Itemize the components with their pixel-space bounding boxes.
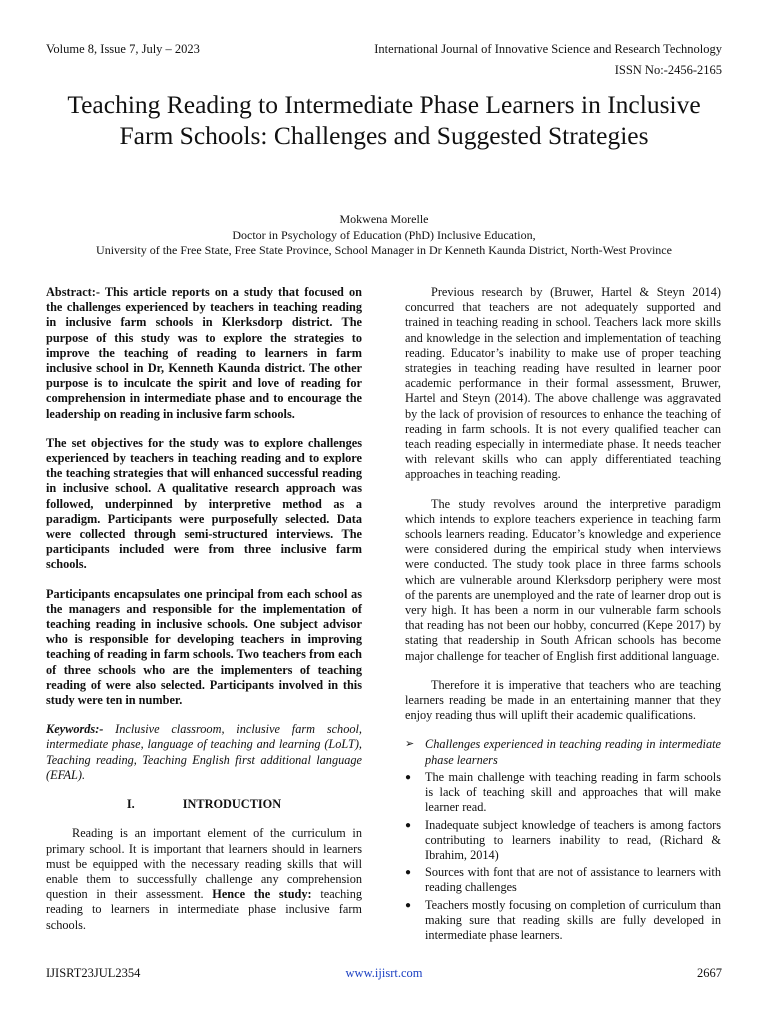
bullet-icon: ● [405,867,412,879]
article-id: IJISRT23JUL2354 [46,966,141,980]
bullet-icon: ● [405,819,412,831]
author-block [30,212,738,259]
abstract-paragraph: The set objectives for the study was to explore challenges experienced by teachers in teaching reading and to explore the teaching strategies that will enhanced successful reading in inclusive school. A qualitative research approach was followed, underpinned by interpretive method as a paradigm. Participants were purposefully selected. Data were collected through semi-structured interviews. The participants included were from three inclusive farm schools. [46,435,362,572]
keywords [46,722,362,783]
left-column [46,285,362,947]
right-column [405,285,721,945]
journal-url-link[interactable]: www.ijisrt.com [345,966,423,980]
body-paragraph: The study revolves around the interpretive paradigm which intends to explore teachers experience in teaching farm schools learners reading. Educator’s knowledge and experience were considered during the empirical study when interviews were conducted. The study took place in three farms schools which are vulnerable around Klerksdorp periphery were most of the parents are unemployed and the rate of learner drop out is very high. It has been a norm in our vulnerable farm schools that reading has not been our hobby, concurred (Kepe 2017) by stating that readership in South African schools has become major challenge for teacher of English first additional language. [405,496,721,663]
challenges-heading [405,737,721,767]
list-item [405,898,721,944]
list-item [405,865,721,895]
intro-end: teaching reading to learners in intermediate phase inclusive farm schools. [46,887,363,932]
list-item [405,818,721,864]
issn: ISSN No:-2456-2165 [614,63,722,77]
intro-paragraph [46,826,362,932]
arrow-bullet-icon: ➢ [405,738,415,751]
section-number: I. [126,797,135,812]
challenges-list [405,770,721,943]
bullet-icon: ● [405,771,412,783]
paper-title: Teaching Reading to Intermediate Phase Learners in Inclusive Farm Schools: Challenges and Suggested Strategies [67,90,701,150]
list-item-text: The main challenge with teaching reading in farm schools is lack of teaching skill and approaches that will make learner read. [425,769,721,815]
intro-text: Reading is an important element of the curriculum in primary school. It is important that learners should in learners must be equipped with the necessary reading skills that will enable them to successfully challenge any comprehension question in their assessment. [46,826,362,902]
keywords-label: Keywords:- [46,722,104,737]
author-affiliation: University of the Free State, Free State Province, School Manager in Dr Kenneth Kaunda District, North-West Province [96,243,672,257]
list-item [405,770,721,816]
author-degree: Doctor in Psychology of Education (PhD) Inclusive Education, [232,227,536,242]
author-name: Mokwena Morelle [339,212,429,226]
section-title: INTRODUCTION [182,797,282,812]
challenges-heading-text: Challenges experienced in teaching reading in intermediate phase learners [425,737,721,767]
list-item-text: Teachers mostly focusing on completion of curriculum than making sure that reading skills are fully developed in intermediate phase learners. [425,897,721,942]
bullet-icon: ● [405,899,412,911]
list-item-text: Inadequate subject knowledge of teachers is among factors contributing to learners inability to read, (Richard & Ibrahim, 2014) [425,817,721,862]
volume-info: Volume 8, Issue 7, July – 2023 [46,42,200,56]
section-heading [46,797,362,812]
body-paragraph: Therefore it is imperative that teachers who are teaching learners reading be made in an entertaining manner that they enjoy reading thus will uplift their academic qualifications. [405,677,721,723]
journal-name: International Journal of Innovative Science and Research Technology [374,42,722,56]
keywords-text: Inclusive classroom, inclusive farm school, intermediate phase, language of teaching and learning (LoLT), Teaching reading, Teaching English first additional language (EFAL). [46,722,362,782]
abstract-paragraph: Abstract:- This article reports on a study that focused on the challenges experienced by teachers in teaching reading in inclusive farm schools in Klerksdorp district. The purpose of this study was to explore the strategies to improve the teaching of reading to learners in farm inclusive school in Dr, Kenneth Kaunda district. The other purpose is to inculcate the spirit and love of reading for comprehension in intermediate phase and to encourage the leadership on reading in inclusive farm schools. [46,285,362,421]
list-item-text: Sources with font that are not of assistance to learners with reading challenges [425,865,721,895]
body-paragraph: Previous research by (Bruwer, Hartel & Steyn 2014) concurred that teachers are not adequately supported and trained in teaching reading in school. Teachers lack more skills and knowledge in the selection and implementation of teaching reading. Educator’s inability to make use of proper teaching strategies in teaching reading have resulted in learner poor academic performance in their formal assessment, Bruwer, Hartel and Steyn (2014). The above challenge was aggravated by the lack of provision of resources to enhance the teaching of reading in farm schools. It is not every qualified teacher can teach reading especially in intermediate phase. It needs teacher with relevant skills who can apply differentiated teaching approaches in teaching reading. [405,285,721,482]
abstract-paragraph: Participants encapsulates one principal from each school as the managers and responsible for the implementation of teaching reading in inclusive schools. One subject advisor who is responsible for developing teachers in improving teaching of reading in farm schools. Two teachers from each of three schools who are the implementers of teaching reading of were also selected. Participants involved in this study were ten in number. [46,586,362,708]
page-number: 2667 [697,966,722,980]
intro-bold: Hence the study: [212,887,312,902]
